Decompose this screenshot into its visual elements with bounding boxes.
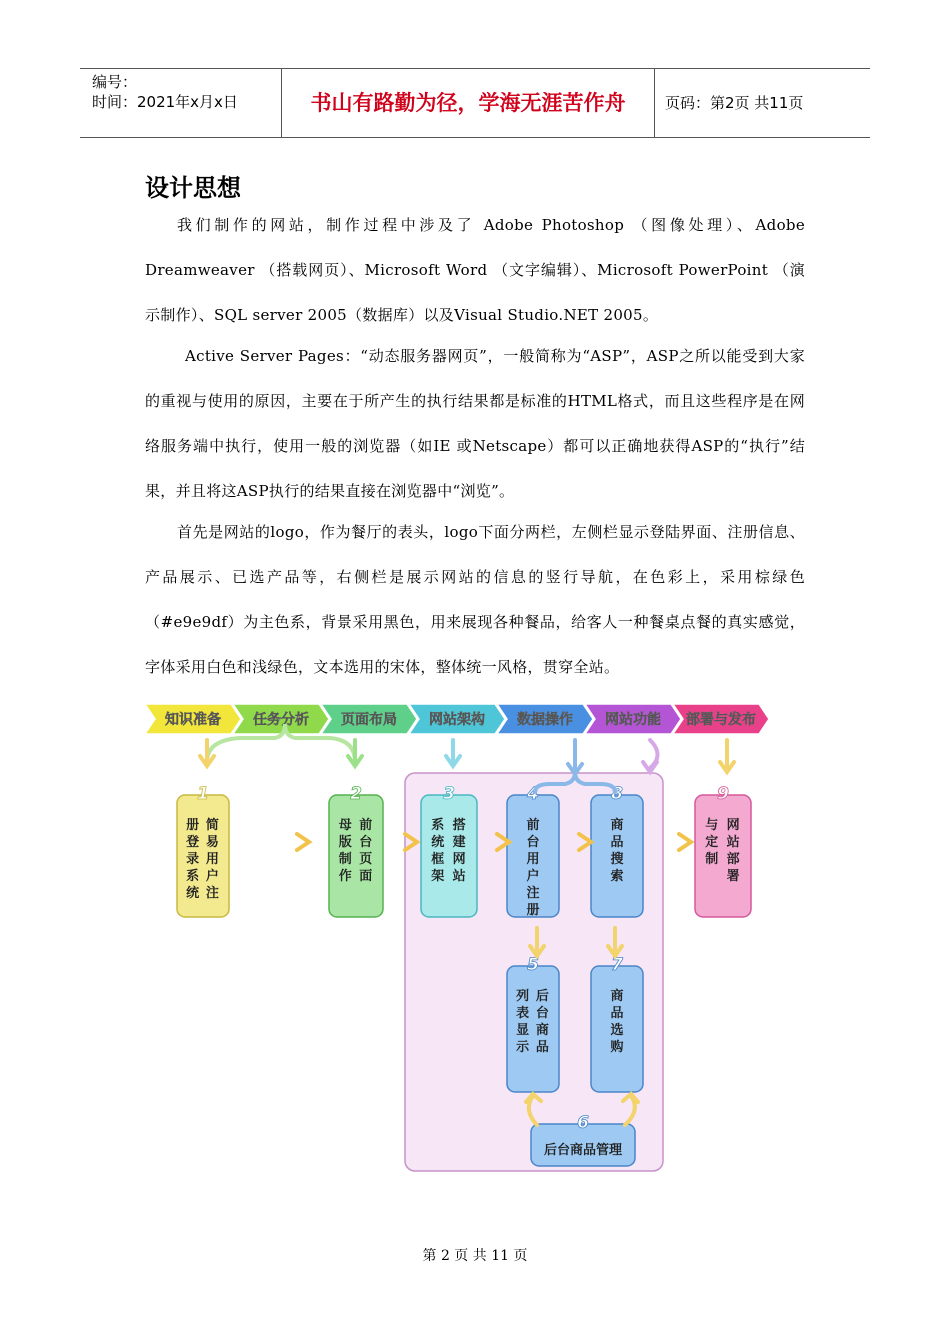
step-label-char: 页	[359, 852, 373, 867]
step-box	[421, 795, 477, 917]
paragraph-asp: Active Server Pages：“动态服务器网页”，一般简称为“ASP”，ASP之所以能受到大家的重视与使用的原因，主要在于所产生的执行结果都是标准的HTML格式，而且这些程序是在网络服务端中执行，使用一般的浏览器（如IE 或Netscape）都可以正确地获得ASP的“执行”结果，并且将这ASP执行的结果直接在浏览器中“浏览”。	[145, 347, 805, 500]
step-label-char: 站	[452, 869, 466, 884]
paragraph-design: 首先是网站的logo，作为餐厅的表头，logo下面分两栏，左侧栏显示登陆界面、注册信息、产品展示、已选产品等，右侧栏是展示网站的信息的竖行导航，在色彩上，采用棕绿色（#e9e9df）为主色系，背景采用黑色，用来展现各种餐品，给客人一种餐桌点餐的真实感觉，字体采用白色和浅绿色，文本选用的宋体，整体统一风格，贯穿全站。	[145, 523, 805, 676]
step-label-char: 品	[610, 835, 624, 850]
step-number: 9	[717, 784, 729, 804]
step-label-char: 母	[338, 818, 352, 833]
paragraph-tools: 我们制作的网站，制作过程中涉及了 Adobe Photoshop （图像处理）、Adobe Dreamweaver （搭载网页）、Microsoft Word （文字编辑）、Microsoft PowerPoint （演示制作）、SQL server 2005（数据库）以及Visual Studio.NET 2005。	[145, 216, 805, 324]
step-label-char: 建	[452, 835, 466, 850]
step-box	[177, 795, 229, 917]
step-label-char: 显	[516, 1023, 530, 1038]
step-label-char: 户	[526, 869, 540, 884]
step-label-char: 搜	[610, 852, 624, 867]
step-label-char: 制	[338, 852, 352, 867]
step-label-char: 统	[431, 835, 445, 850]
step-label-char: 户	[205, 869, 219, 884]
step-label-char: 前	[526, 818, 540, 833]
step-label-char: 后	[535, 989, 549, 1004]
step-label-char: 购	[610, 1040, 624, 1055]
step-label-char: 注	[526, 886, 540, 901]
page-footer: 第 2 页 共 11 页	[422, 1248, 528, 1264]
stage-label: 网站功能	[605, 712, 661, 728]
step-label-char: 示	[516, 1040, 530, 1055]
step-label-char: 框	[431, 852, 445, 867]
step-label-char: 品	[535, 1040, 549, 1055]
stage-label: 数据操作	[517, 712, 573, 728]
section-title: 设计思想	[145, 174, 241, 202]
step-label-char: 统	[186, 886, 200, 901]
header-motto: 书山有路勤为径，学海无涯苦作舟	[281, 69, 655, 137]
step-label-char: 网	[726, 818, 740, 833]
step-label-char: 简	[205, 818, 219, 833]
step-label-char: 易	[205, 835, 219, 850]
step-label-char: 台	[359, 835, 373, 850]
stage-bar	[145, 704, 769, 734]
step-label-char: 与	[705, 818, 719, 833]
step-label-char: 商	[610, 989, 624, 1004]
step-label-char: 作	[338, 869, 352, 884]
step-label-char: 署	[726, 869, 740, 884]
stage-label: 知识准备	[165, 712, 221, 728]
step-number: 7	[611, 955, 623, 975]
step-box	[507, 966, 559, 1092]
step-label-char: 站	[726, 835, 740, 850]
step-label-char: 商	[535, 1023, 549, 1038]
step-label-char: 选	[610, 1023, 624, 1038]
step-label-char: 系	[186, 869, 200, 884]
step-label-char: 册	[526, 903, 540, 918]
step-label-char: 录	[186, 852, 200, 867]
step-label-char: 索	[610, 869, 624, 884]
step-label-char: 面	[359, 869, 373, 884]
step-label-char: 前	[359, 818, 373, 833]
step-label-char: 表	[516, 1006, 530, 1021]
step-label-char: 网	[452, 852, 466, 867]
step-number: 2	[350, 784, 362, 804]
step-label-char: 品	[610, 1006, 624, 1021]
step-label-char: 用	[526, 852, 540, 867]
step-label-char: 列	[516, 989, 530, 1004]
step-label-char: 版	[338, 835, 352, 850]
step-label-char: 制	[705, 852, 719, 867]
step-label-char: 架	[431, 869, 445, 884]
stage-label: 页面布局	[341, 712, 397, 728]
header-page-info: 页码：第2页 共11页	[665, 94, 804, 112]
step-label-char: 台	[535, 1006, 549, 1021]
step-label-char: 用	[205, 852, 219, 867]
step-label-char: 注	[205, 886, 219, 901]
step-label-char: 登	[186, 835, 200, 850]
step-number: 1	[197, 784, 209, 804]
step-number: 4	[527, 784, 539, 804]
step-label-char: 定	[705, 835, 719, 850]
workflow-diagram	[145, 700, 800, 1180]
step-box	[695, 795, 751, 917]
stage-label: 网站架构	[429, 712, 485, 728]
time-label: 时间：2021年x月x日	[92, 93, 238, 111]
step-label-char: 台	[526, 835, 540, 850]
step-label-char: 商	[610, 818, 624, 833]
step-number: 6	[577, 1113, 589, 1133]
stage-label: 任务分析	[253, 712, 309, 728]
step-label-char: 搭	[452, 818, 466, 833]
step-label-char: 册	[186, 818, 200, 833]
code-label: 编号：	[92, 73, 138, 91]
step-number: 8	[611, 784, 623, 804]
step-label-char: 部	[726, 852, 740, 867]
step-box	[329, 795, 383, 917]
step-number: 3	[443, 784, 455, 804]
step-number: 5	[527, 955, 539, 975]
step-label-char: 系	[431, 818, 445, 833]
header-meta	[80, 69, 280, 137]
step-label: 后台商品管理	[543, 1143, 623, 1158]
stage-label: 部署与发布	[686, 712, 756, 728]
document-header	[80, 68, 870, 138]
